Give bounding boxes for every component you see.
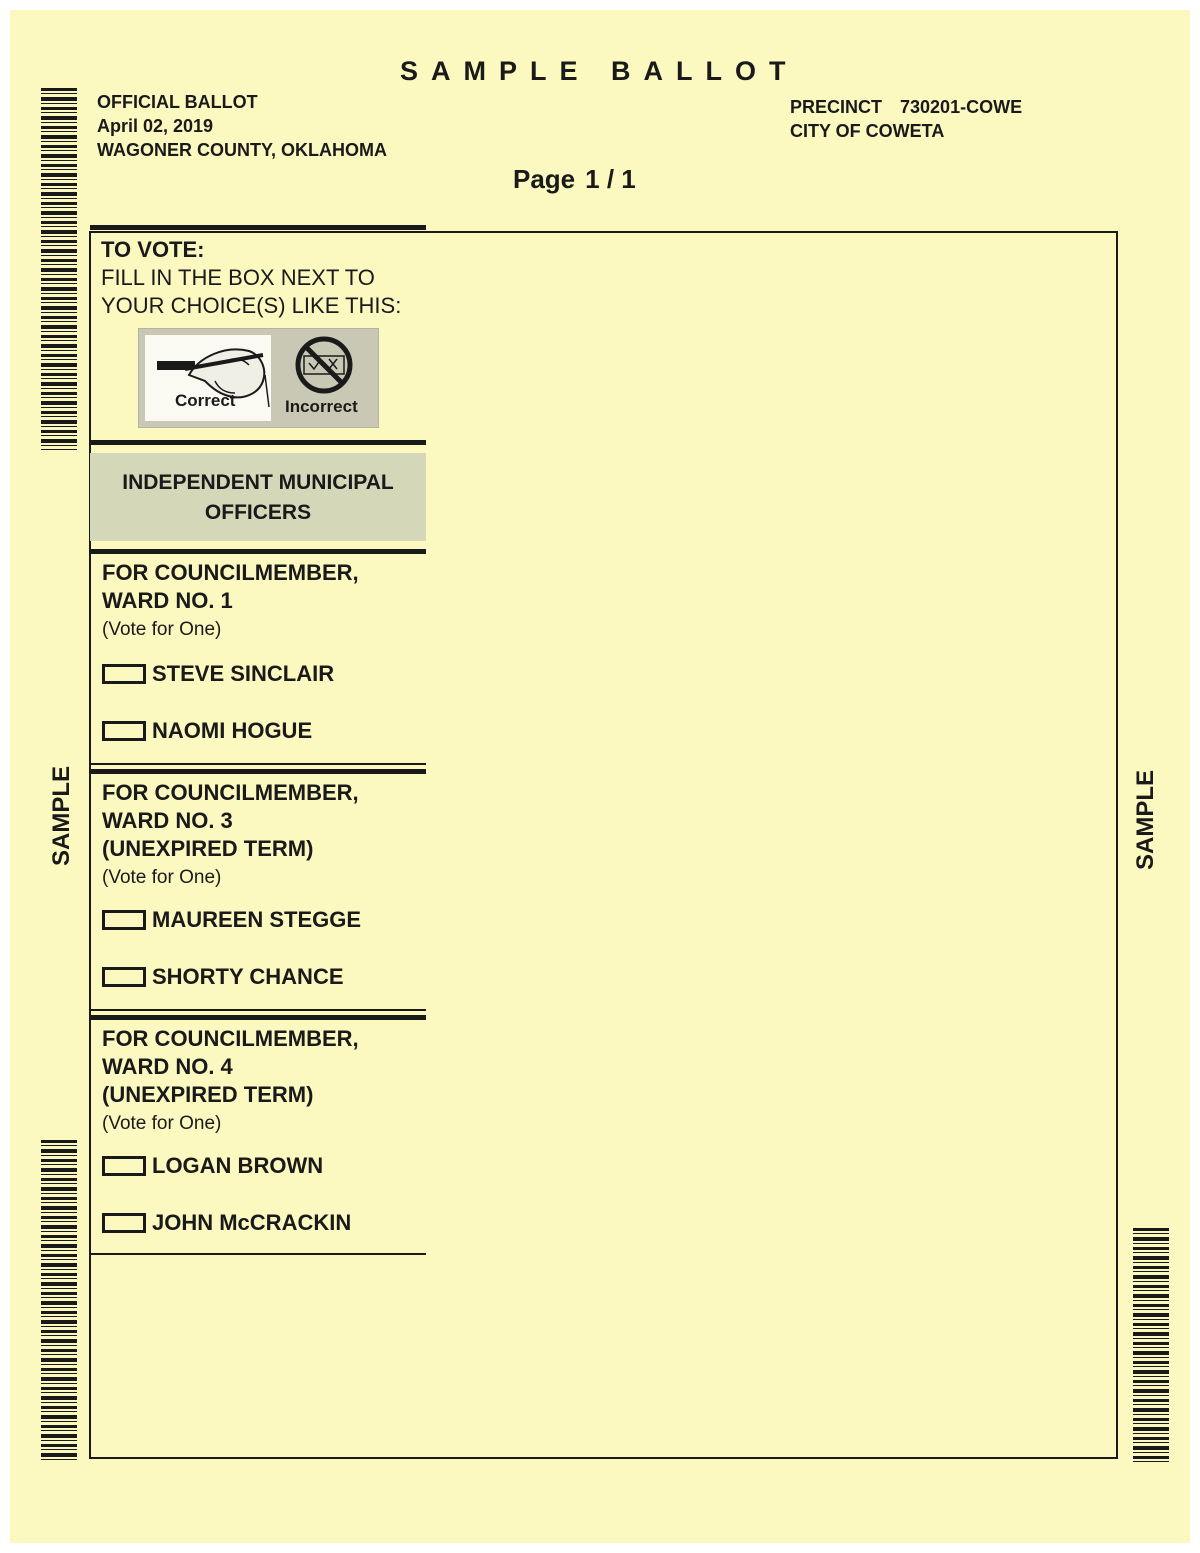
candidate-name: LOGAN BROWN	[152, 1152, 324, 1178]
official-ballot-label: OFFICIAL BALLOT	[97, 92, 258, 112]
header-right	[790, 95, 1022, 143]
page-value: 1 / 1	[585, 164, 636, 194]
candidate-name: SHORTY CHANCE	[152, 963, 344, 989]
precinct-label: PRECINCT	[790, 97, 883, 117]
city-name: CITY OF COWETA	[790, 121, 945, 141]
candidate-name: NAOMI HOGUE	[152, 717, 313, 743]
candidate-option	[102, 948, 426, 1005]
race-ward-3	[90, 774, 426, 1005]
candidate-name: MAUREEN STEGGE	[152, 906, 362, 932]
race-title-line: (UNEXPIRED TERM)	[102, 836, 314, 861]
page-label: Page	[513, 164, 576, 194]
barcode-bottom-left	[41, 1140, 77, 1462]
vote-for-instruction: (Vote for One)	[102, 619, 222, 640]
vote-box[interactable]	[102, 721, 146, 741]
incorrect-label: Incorrect	[285, 397, 358, 416]
vote-box[interactable]	[102, 910, 146, 930]
precinct-line	[790, 95, 1022, 119]
race-title-line: WARD NO. 3	[102, 808, 233, 833]
election-date: April 02, 2019	[97, 116, 214, 136]
race-title-line: (UNEXPIRED TERM)	[102, 1082, 314, 1107]
vote-box[interactable]	[102, 1156, 146, 1176]
vote-box[interactable]	[102, 1213, 146, 1233]
ballot-title: SAMPLE BALLOT	[400, 56, 799, 86]
race-title-line: FOR COUNCILMEMBER,	[102, 560, 359, 585]
correct-label: Correct	[175, 391, 236, 410]
race-title-line: FOR COUNCILMEMBER,	[102, 1026, 359, 1051]
instructions-line-2: YOUR CHOICE(S) LIKE THIS:	[101, 293, 402, 318]
race-title	[102, 779, 426, 863]
candidate-option	[102, 645, 426, 702]
page-number	[513, 164, 636, 195]
ballot-column	[90, 225, 426, 1255]
instructions-heading: TO VOTE:	[101, 237, 205, 262]
barcode-top-left	[41, 88, 77, 450]
section-divider	[90, 763, 426, 765]
race-title-line: WARD NO. 1	[102, 588, 233, 613]
candidate-option	[102, 702, 426, 759]
section-divider	[90, 440, 426, 445]
category-line-1: INDEPENDENT MUNICIPAL	[122, 471, 394, 494]
section-divider	[90, 1009, 426, 1011]
candidate-name: JOHN McCRACKIN	[152, 1209, 352, 1235]
race-ward-1	[90, 554, 426, 759]
vote-box[interactable]	[102, 967, 146, 987]
marking-example	[138, 328, 379, 428]
category-heading	[90, 453, 426, 541]
race-title	[102, 559, 426, 615]
race-title	[102, 1025, 426, 1109]
sample-watermark-right: SAMPLE	[1132, 769, 1159, 871]
instructions-line-1: FILL IN THE BOX NEXT TO	[101, 265, 375, 290]
race-title-line: WARD NO. 4	[102, 1054, 233, 1079]
race-title-line: FOR COUNCILMEMBER,	[102, 780, 359, 805]
voting-instructions	[90, 230, 426, 440]
category-line-2: OFFICERS	[204, 501, 312, 524]
barcode-bottom-right	[1133, 1228, 1169, 1464]
vote-for-instruction: (Vote for One)	[102, 1113, 222, 1134]
county-name: WAGONER COUNTY, OKLAHOMA	[97, 140, 387, 160]
vote-box[interactable]	[102, 664, 146, 684]
candidate-option	[102, 1194, 426, 1251]
candidate-option	[102, 891, 426, 948]
candidate-name: STEVE SINCLAIR	[152, 660, 335, 686]
header-left	[97, 90, 387, 162]
section-divider	[90, 1253, 426, 1255]
candidate-option	[102, 1137, 426, 1194]
race-ward-4	[90, 1020, 426, 1251]
vote-for-instruction: (Vote for One)	[102, 867, 222, 888]
sample-watermark-left: SAMPLE	[48, 765, 75, 867]
precinct-number: 730201-COWE	[900, 97, 1023, 117]
